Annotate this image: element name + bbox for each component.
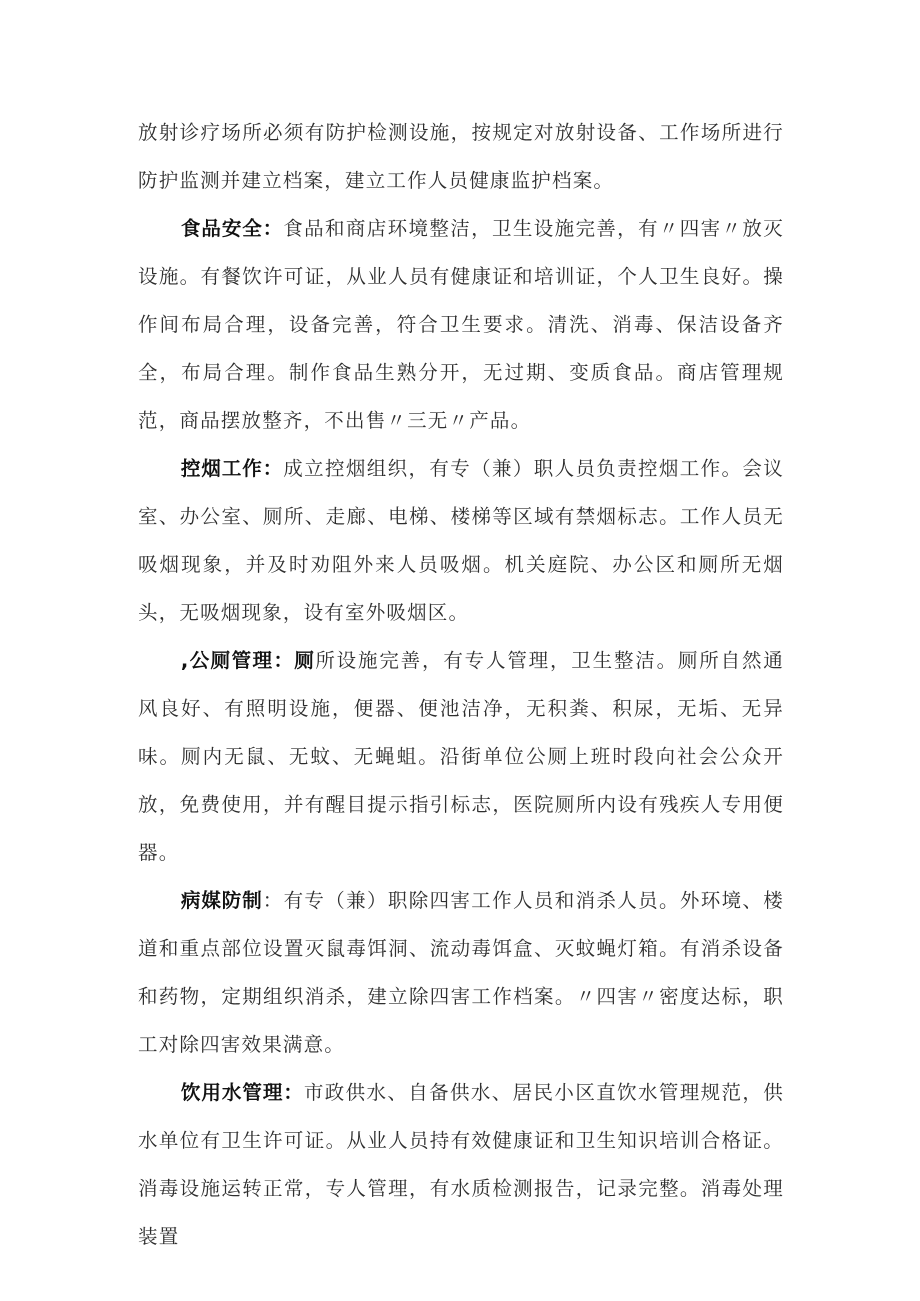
section-heading-tobacco-control: 控烟工作： (180, 457, 284, 480)
paragraph-text: 放射诊疗场所必须有防护检测设施，按规定对放射设备、工作场所进行防护监测并建立档案，建立工作人员健康监护档案。 (138, 121, 784, 192)
paragraph-text: 市政供水、自备供水、居民小区直饮水管理规范，供水单位有卫生许可证。从业人员持有效健康证和卫生知识培训合格证。消毒设施运转正常，专人管理，有水质检测报告，记录完整。消毒处理装置 (138, 1081, 784, 1248)
section-heading-public-toilet: ,公厕管理：厕 (180, 649, 316, 672)
paragraph-text: ：有专（兼）职除四害工作人员和消杀人员。外环境、楼道和重点部位设置灭鼠毒饵洞、流动毒饵盒、灭蚊蝇灯箱。有消杀设备和药物，定期组织消杀，建立除四害工作档案。〃四害〃密度达标，职工对除四害效果满意。 (138, 889, 784, 1056)
paragraph-drinking-water (138, 1069, 784, 1261)
paragraph-tobacco-control (138, 445, 784, 637)
paragraph-vector-control (138, 877, 784, 1069)
paragraph-text: 所设施完善，有专人管理，卫生整洁。厕所自然通风良好、有照明设施，便器、便池洁净，无积粪、积尿，无垢、无异味。厕内无鼠、无蚊、无蝇蛆。沿街单位公厕上班时段向社会公众开放，免费使用，并有醒目提示指引标志，医院厕所内设有残疾人专用便器。 (138, 649, 784, 864)
section-heading-drinking-water: 饮用水管理： (180, 1081, 304, 1104)
document-body (138, 109, 784, 1261)
paragraph-text: 食品和商店环境整洁，卫生设施完善，有〃四害〃放灭设施。有餐饮许可证，从业人员有健康证和培训证，个人卫生良好。操作间布局合理，设备完善，符合卫生要求。清洗、消毒、保洁设备齐全，布局合理。制作食品生熟分开，无过期、变质食品。商店管理规范，商品摆放整齐，不出售〃三无〃产品。 (138, 217, 784, 432)
paragraph-text: 成立控烟组织，有专（兼）职人员负责控烟工作。会议室、办公室、厕所、走廊、电梯、楼梯等区域有禁烟标志。工作人员无吸烟现象，并及时劝阻外来人员吸烟。机关庭院、办公区和厕所无烟头，无吸烟现象，设有室外吸烟区。 (138, 457, 784, 624)
paragraph-radiation-protection (138, 109, 784, 205)
paragraph-public-toilet (138, 637, 784, 877)
section-heading-vector-control: 病媒防制 (180, 889, 263, 912)
section-heading-food-safety: 食品安全： (180, 217, 284, 240)
paragraph-food-safety (138, 205, 784, 445)
